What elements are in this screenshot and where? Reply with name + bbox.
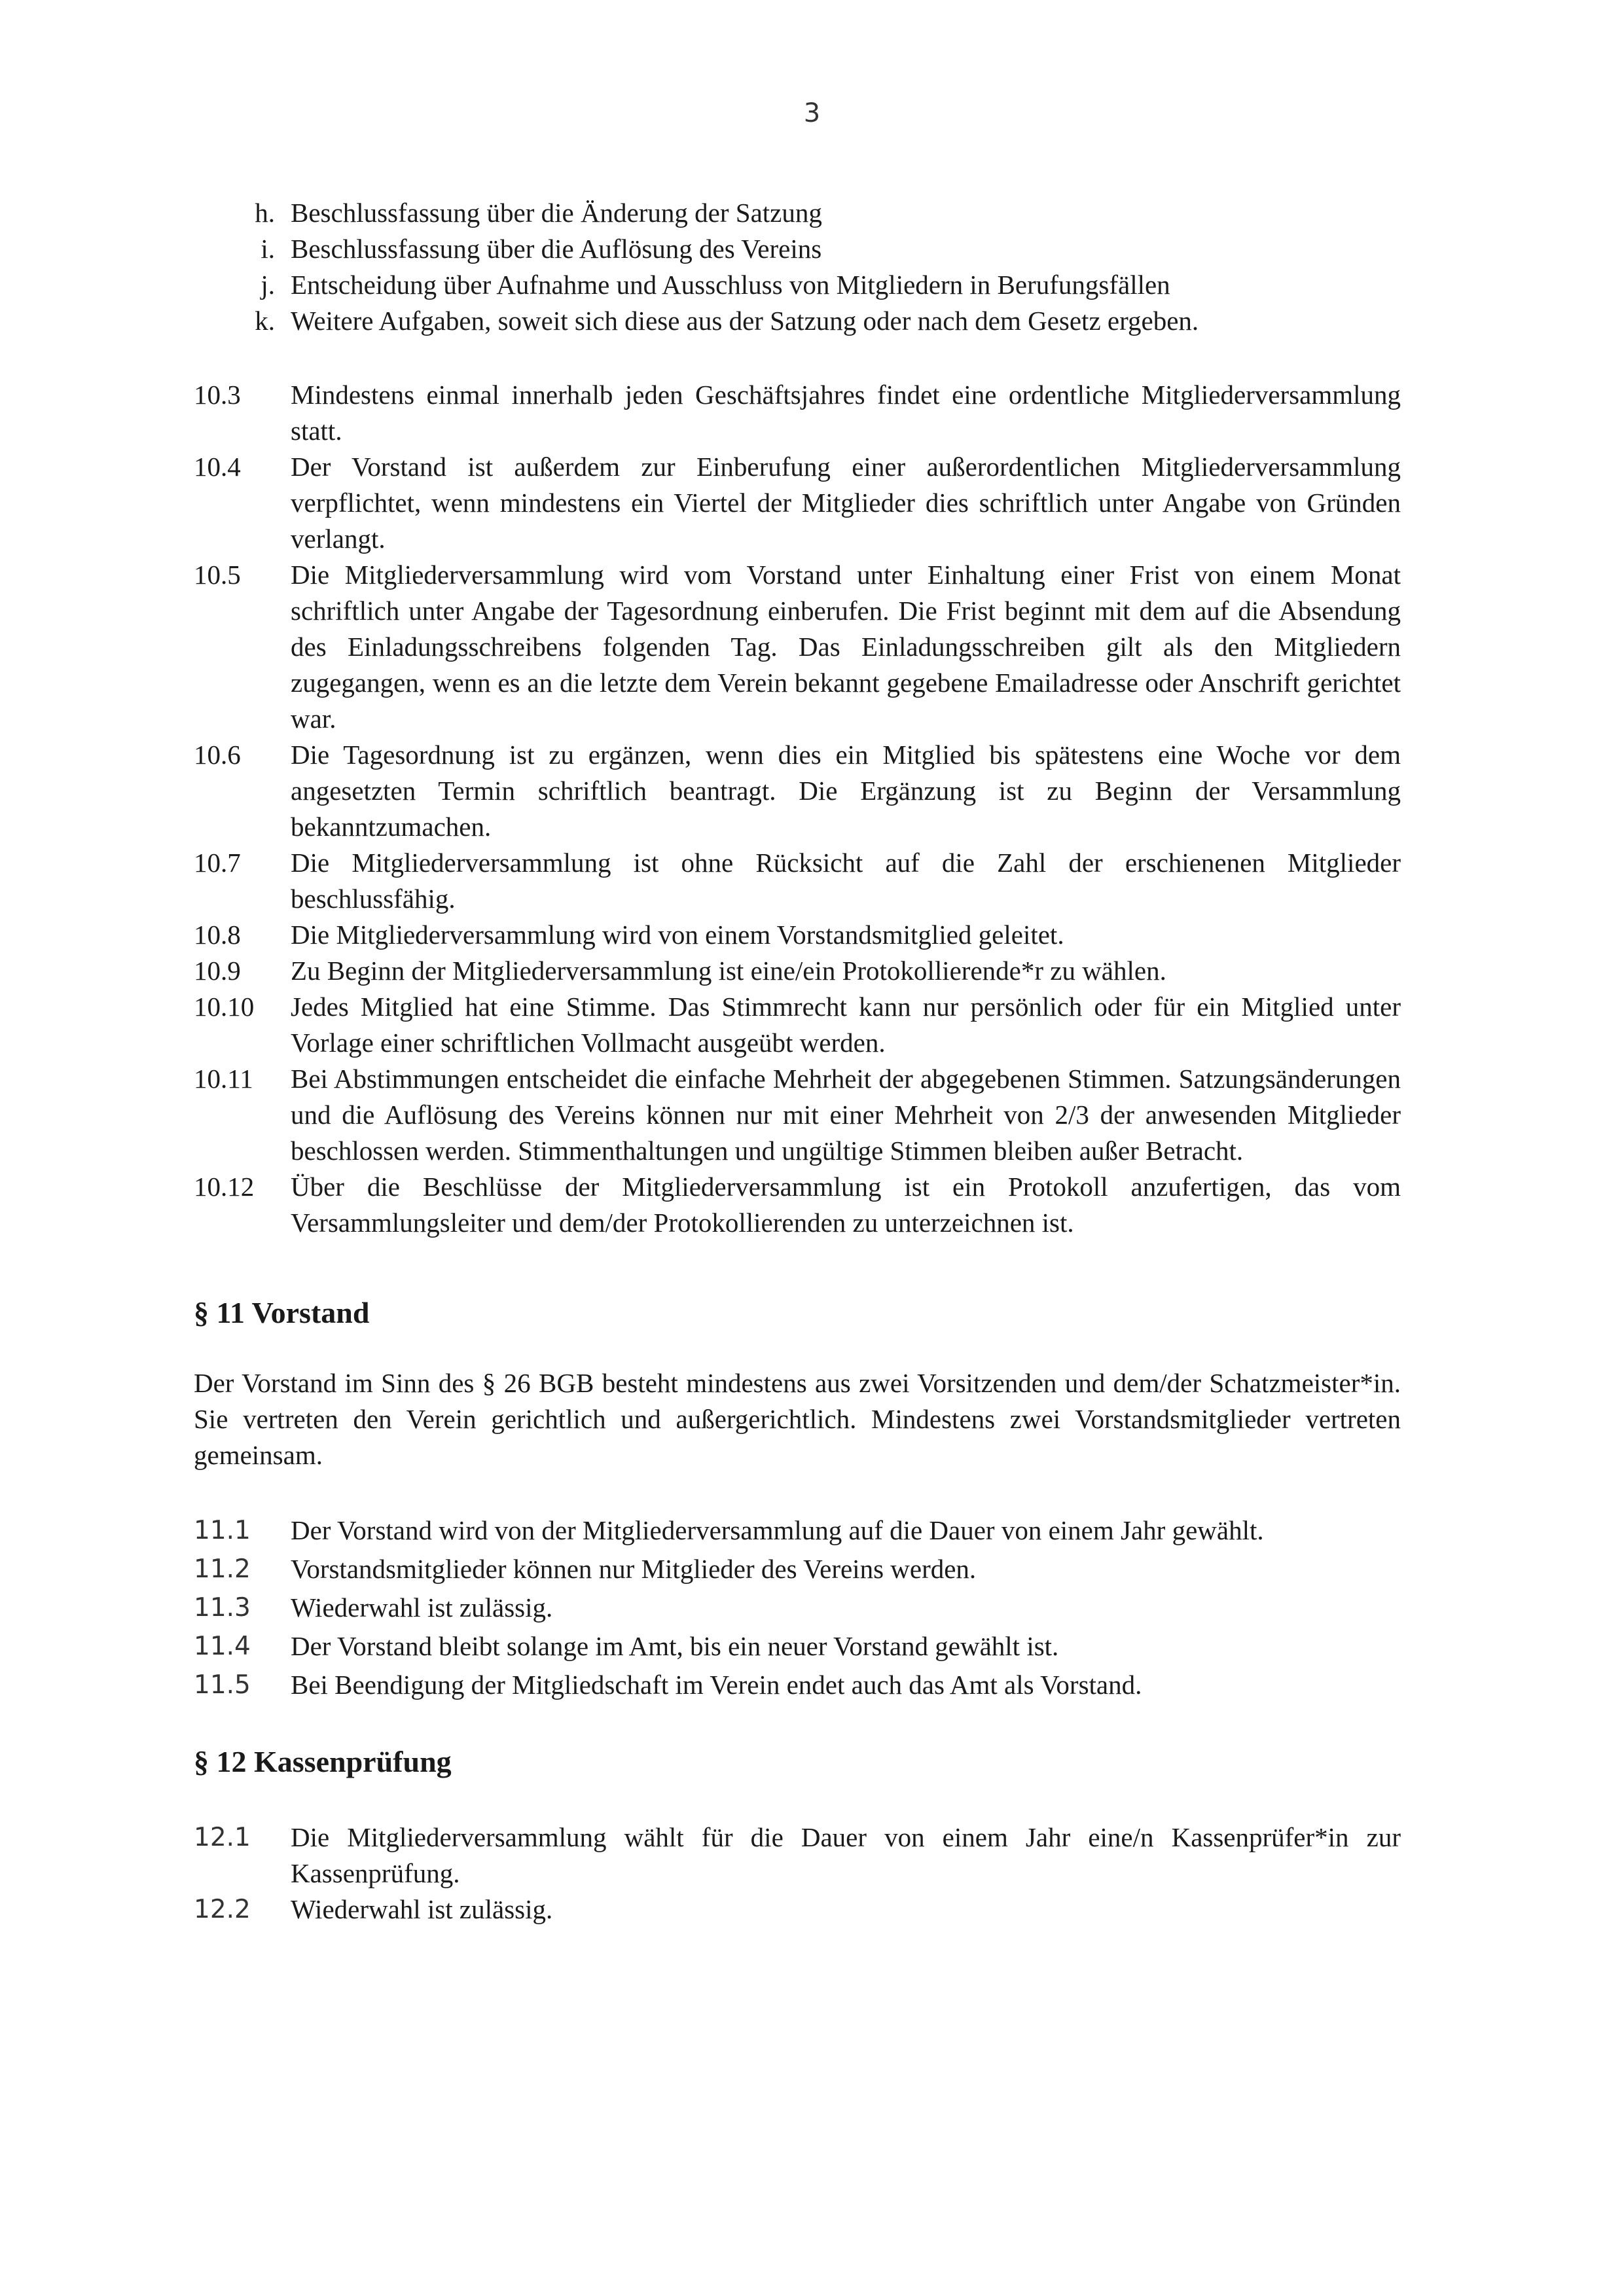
clause-text: Die Mitgliederversammlung wählt für die Dauer von einem Jahr eine/n Kassenprüfer*in zur Kassenprüfung. — [291, 1822, 1401, 1888]
clause-number: 11.3 — [194, 1593, 251, 1623]
clause-10-3 — [194, 377, 1401, 449]
clause-text: Mindestens einmal innerhalb jeden Geschäftsjahres findet eine ordentliche Mitgliederversammlung statt. — [291, 380, 1401, 446]
clause-12-2 — [194, 1892, 1401, 1928]
clause-text: Bei Beendigung der Mitgliedschaft im Verein endet auch das Amt als Vorstand. — [291, 1670, 1142, 1700]
spacer — [194, 339, 1401, 377]
clause-number: 10.8 — [194, 920, 241, 950]
clause-10-8 — [194, 917, 1401, 953]
clause-text: Die Mitgliederversammlung wird vom Vorstand unter Einhaltung einer Frist von einem Monat schriftlich unter Angabe der Tagesordnung einberufen. Die Frist beginnt mit dem auf die Absendung des Einladungsschreibens folgenden Tag. Das Einladungsschreiben gilt als den Mitgliedern zugegangen, wenn es an die letzte dem Verein bekannt gegebene Emailadresse oder Anschrift gerichtet war. — [291, 560, 1401, 734]
clause-text: Die Tagesordnung ist zu ergänzen, wenn dies ein Mitglied bis spätestens eine Woche vor dem angesetzten Termin schriftlich beantragt. Die Ergänzung ist zu Beginn der Versammlung bekanntzumachen. — [291, 740, 1401, 842]
clause-number: 10.6 — [194, 740, 241, 770]
section-11-list — [194, 1511, 1401, 1704]
clause-11-1 — [194, 1511, 1401, 1550]
clause-11-3 — [194, 1588, 1401, 1627]
list-item — [194, 231, 1401, 267]
list-item — [194, 267, 1401, 303]
clause-text: Wiederwahl ist zulässig. — [291, 1894, 553, 1924]
clause-text: Vorstandsmitglieder können nur Mitglieder des Vereins werden. — [291, 1554, 977, 1584]
clause-text: Der Vorstand bleibt solange im Amt, bis ein neuer Vorstand gewählt ist. — [291, 1631, 1059, 1661]
clause-10-4 — [194, 449, 1401, 557]
clause-11-5 — [194, 1666, 1401, 1704]
list-text: Beschlussfassung über die Auflösung des Vereins — [291, 234, 822, 264]
document-body — [194, 195, 1401, 1928]
list-label: h. — [255, 198, 275, 228]
clause-10-5 — [194, 557, 1401, 737]
clause-text: Über die Beschlüsse der Mitgliederversammlung ist ein Protokoll anzufertigen, das vom Versammlungsleiter und dem/der Protokollierenden zu unterzeichnen ist. — [291, 1172, 1401, 1238]
spacer — [194, 1782, 1401, 1820]
clause-number: 11.2 — [194, 1554, 251, 1584]
clause-text: Jedes Mitglied hat eine Stimme. Das Stimmrecht kann nur persönlich oder für ein Mitglied unter Vorlage einer schriftlichen Vollmacht ausgeübt werden. — [291, 992, 1401, 1058]
list-item — [194, 303, 1401, 339]
clause-10-9 — [194, 953, 1401, 989]
clause-text: Bei Abstimmungen entscheidet die einfache Mehrheit der abgegebenen Stimmen. Satzungsänderungen und die Auflösung des Vereins können nur mit einer Mehrheit von 2/3 der anwesenden Mitglieder beschlossen werden. Stimmenthaltungen und ungültige Stimmen bleiben außer Betracht. — [291, 1064, 1401, 1166]
clause-number: 11.1 — [194, 1516, 251, 1545]
spacer — [194, 1704, 1401, 1742]
clause-text: Der Vorstand ist außerdem zur Einberufung einer außerordentlichen Mitgliederversammlung verpflichtet, wenn mindestens ein Viertel der Mitglieder dies schriftlich unter Angabe von Gründen verlangt. — [291, 452, 1401, 554]
clause-10-6 — [194, 737, 1401, 845]
list-text: Beschlussfassung über die Änderung der Satzung — [291, 198, 822, 228]
clause-number: 11.4 — [194, 1632, 251, 1661]
clause-number: 10.11 — [194, 1064, 253, 1094]
alpha-list — [194, 195, 1401, 339]
list-label: i. — [261, 234, 275, 264]
clause-number: 10.5 — [194, 560, 241, 590]
clause-number: 10.12 — [194, 1172, 255, 1202]
section-11-intro: Der Vorstand im Sinn des § 26 BGB besteht mindestens aus zwei Vorsitzenden und dem/der Schatzmeister*in. Sie vertreten den Verein gerichtlich und außergerichtlich. Mindestens zwei Vorstandsmitglieder vertreten gemeinsam. — [194, 1368, 1401, 1470]
clause-10-12 — [194, 1169, 1401, 1241]
clause-text: Zu Beginn der Mitgliederversammlung ist eine/ein Protokollierende*r zu wählen. — [291, 956, 1166, 986]
clause-text: Wiederwahl ist zulässig. — [291, 1592, 553, 1623]
clause-10-10 — [194, 989, 1401, 1061]
spacer — [194, 1473, 1401, 1511]
clause-number: 12.2 — [194, 1895, 251, 1924]
list-label: k. — [255, 306, 275, 336]
page-number: 3 — [803, 98, 821, 128]
spacer — [194, 1241, 1401, 1293]
section-10-list — [194, 377, 1401, 1241]
clause-number: 10.9 — [194, 956, 241, 986]
section-11-heading: § 11 Vorstand — [194, 1296, 370, 1329]
clause-text: Die Mitgliederversammlung ist ohne Rücksicht auf die Zahl der erschienenen Mitglieder beschlussfähig. — [291, 848, 1401, 914]
list-text: Entscheidung über Aufnahme und Ausschluss von Mitgliedern in Berufungsfällen — [291, 270, 1170, 300]
spacer — [194, 1333, 1401, 1365]
clause-10-7 — [194, 845, 1401, 917]
clause-number: 12.1 — [194, 1823, 251, 1852]
list-text: Weitere Aufgaben, soweit sich diese aus der Satzung oder nach dem Gesetz ergeben. — [291, 306, 1199, 336]
clause-10-11 — [194, 1061, 1401, 1169]
section-12-list — [194, 1820, 1401, 1928]
clause-12-1 — [194, 1820, 1401, 1892]
clause-11-4 — [194, 1627, 1401, 1666]
clause-number: 11.5 — [194, 1670, 251, 1700]
clause-text: Der Vorstand wird von der Mitgliederversammlung auf die Dauer von einem Jahr gewählt. — [291, 1515, 1264, 1545]
clause-number: 10.10 — [194, 992, 255, 1022]
clause-11-2 — [194, 1550, 1401, 1588]
clause-number: 10.7 — [194, 848, 241, 878]
section-12-heading: § 12 Kassenprüfung — [194, 1745, 452, 1778]
list-item — [194, 195, 1401, 231]
clause-text: Die Mitgliederversammlung wird von einem Vorstandsmitglied geleitet. — [291, 920, 1064, 950]
list-label: j. — [261, 270, 275, 300]
clause-number: 10.3 — [194, 380, 241, 410]
clause-number: 10.4 — [194, 452, 241, 482]
